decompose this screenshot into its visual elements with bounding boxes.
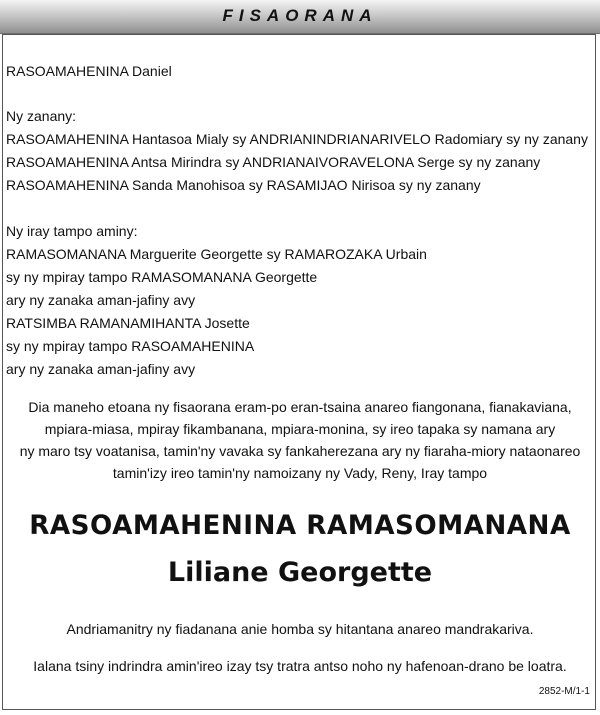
deceased-surname: RASOAMAHENINA RAMASOMANANA [29, 510, 571, 541]
tribute-line: ny maro tsy voatanisa, tamin'ny vavaka sy fankaherezana ary ny fiaraha-miory nataonareo [19, 443, 581, 459]
family-line: sy ny mpiray tampo RASOAMAHENINA [6, 338, 255, 354]
signer-name: RASOAMAHENINA Daniel [6, 63, 172, 79]
family-line: RATSIMBA RAMANAMIHANTA Josette [6, 315, 250, 331]
family-heading: Ny iray tampo aminy: [6, 223, 138, 239]
tribute-line: mpiara-miasa, mpiray fikambanana, mpiara-monina, sy ireo tapaka sy namana ary [44, 421, 556, 437]
apology-line: Ialana tsiny indrindra amin'ireo izay tsy tratra antso noho ny hafenoan-drano be loatra. [33, 658, 567, 674]
child-line: RASOAMAHENINA Hantasoa Mialy sy ANDRIANINDRIANARIVELO Radomiary sy ny zanany [6, 131, 588, 147]
family-line: sy ny mpiray tampo RAMASOMANANA Georgette [6, 269, 318, 285]
child-line: RASOAMAHENINA Sanda Manohisoa sy RASAMIJAO Nirisoa sy ny zanany [6, 177, 481, 193]
reference-code: 2852-M/1-1 [538, 686, 590, 697]
blessing-line: Andriamanitry ny fiadanana anie homba sy hitantana anareo mandrakariva. [66, 621, 534, 637]
family-line: ary ny zanaka aman-jafiny avy [6, 361, 196, 377]
header-bar [0, 0, 600, 34]
tribute-line: Dia maneho etoana ny fisaorana eram-po eran-tsaina anareo fiangonana, fianakaviana, [28, 399, 572, 415]
child-line: RASOAMAHENINA Antsa Mirindra sy ANDRIANAIVORAVELONA Serge sy ny zanany [6, 154, 541, 170]
children-heading: Ny zanany: [6, 108, 77, 124]
family-line: RAMASOMANANA Marguerite Georgette sy RAMAROZAKA Urbain [6, 246, 427, 262]
deceased-given-name: Liliane Georgette [167, 557, 433, 588]
family-line: ary ny zanaka aman-jafiny avy [6, 292, 196, 308]
tribute-line: tamin'izy ireo tamin'ny namoizany ny Vady, Reny, Iray tampo [112, 465, 488, 481]
header-title: FISAORANA [222, 6, 378, 25]
tribute-paragraph [10, 396, 590, 484]
